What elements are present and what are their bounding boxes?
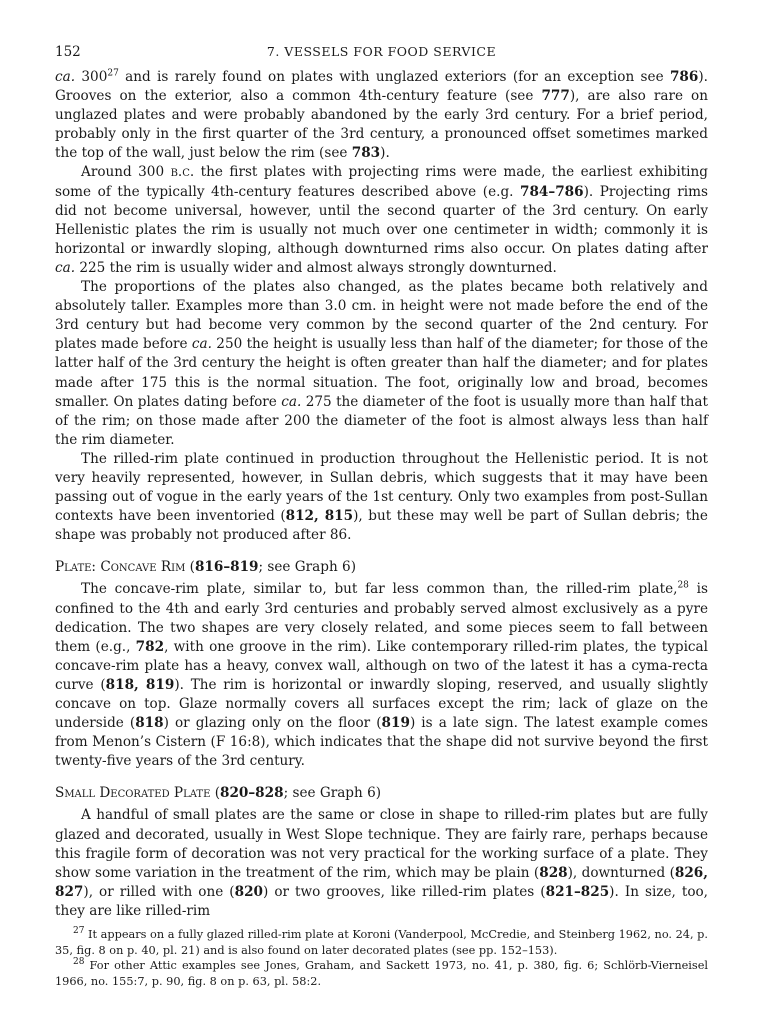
footnotes [55,927,708,989]
text-run: 300 [75,69,108,85]
section-heading [55,558,708,577]
text-run: ). Grooves on the exterior, also a common 4th-century feature (see [55,69,708,105]
text-run: 250 the height is usually less than half of the diameter; for those of the latter half of the 3rd century the height is often greater than half the diameter; and for plates made after 175 this is the normal situation. The foot, originally low and broad, becomes smaller. On plates dating before [55,336,708,410]
text-run: ), are also rare on unglazed plates and were probably abandoned by the early 3rd century. For a brief period, probably only in the first quarter of the 3rd century, a pronounced offset sometimes marked the top of the wall, just below the rim (see [55,88,708,162]
paragraph [55,278,708,450]
catalogue-reference: 783 [351,145,381,162]
text-run: Plate: Concave Rim [55,559,186,576]
catalogue-reference: 828 [539,864,568,881]
text-run: The proportions of the plates also changed, as the plates became both relatively and absolutely taller. Examples more than 3.0 cm. in height were not made before the end of the 3rd century but had become very common by the second quarter of the 2nd century. For plates made before [55,279,708,353]
paragraph [55,580,708,771]
text-run: ) is a late sign. The latest example comes from Menon’s Cistern (F 16:8), which indicates that the shape did not survive beyond the first twenty-five years of the 3rd century. [55,715,709,770]
catalogue-reference: 818, 819 [105,676,175,693]
text-run: b.c. [170,164,195,181]
footnote [55,958,708,989]
text-run: ( [210,785,220,802]
text-run: the first plates with projecting rims were made, the earliest exhibiting some of the typically 4th-century features described above (e.g. [55,164,708,200]
text-run: ) or glazing only on the floor ( [163,715,382,732]
catalogue-reference: 786 [669,69,699,85]
paragraph [55,806,708,921]
catalogue-reference: 782 [135,638,165,655]
text-run: ca. [55,259,76,276]
footnote-marker: 28 [73,957,85,968]
text-run: is confined to the 4th and early 3rd centuries and probably served almost exclusively as a pyre dedication. The two shapes are very closely related, and some pieces seem to fall between them (e.g., [55,581,708,655]
text-run: ) or two grooves, like rilled-rim plates ( [263,883,546,900]
catalogue-reference: 818 [135,715,164,732]
text-run: ca. [55,69,76,85]
paragraph [55,450,708,545]
text-run: ). The rim is horizontal or inwardly sloping, reserved, and usually slightly concave on top. Glaze normally covers all surfaces except the rim; lack of glaze on the underside ( [55,676,708,732]
footnote-marker: 28 [677,580,689,591]
text-run: ), but these may well be part of Sullan debris; the shape was probably not produced after 86. [55,508,708,544]
text-run: ca. [281,393,302,410]
text-run: ). [380,145,390,162]
text-run: Small Decorated Plate [55,785,211,802]
footnote-marker: 27 [73,926,85,937]
footnote-marker: 27 [107,68,119,79]
text-run: ). Projecting rims did not become universal, however, until the second quarter of the 3rd century. On early Hellenistic plates the rim is usually not much over one centimeter in width; commonly it is horizontal or inwardly sloping, although downturned rims also occur. On plates dating after [55,183,708,257]
paragraph [55,68,708,163]
catalogue-reference: 819 [381,715,410,732]
text-run: The rilled-rim plate continued in production throughout the Hellenistic period. It is not very heavily represented, however, in Sullan debris, which suggests that it may have been passing out of vogue in the early years of the 1st century. Only two examples from post-Sullan contexts have been inventoried ( [55,450,708,525]
text-run: 275 the diameter of the foot is usually more than half that of the rim; on those made after 200 the diameter of the foot is almost always less than half the rim diameter. [55,393,708,448]
catalogue-reference: 820–828 [220,785,284,802]
text-run: and is rarely found on plates with unglazed exteriors (for an exception see [118,69,670,85]
text-run: For other Attic examples see Jones, Graham, and Sackett 1973, no. 41, p. 380, fig. 6; Schlörb-Vierneisel 1966, no. 155:7, p. 90, fig. 8 on p. 63, pl. 58:2. [55,959,708,988]
text-run: , with one groove in the rim). Like contemporary rilled-rim plates, the typical concave-rim plate has a heavy, convex wall, although on two of the latest it has a cyma-recta curve ( [55,638,708,693]
text-run: ). In size, too, they are like rilled-rim [55,883,709,919]
text-run: ), downturned ( [567,864,675,881]
catalogue-reference: 816–819 [194,559,259,576]
text-run: ), or rilled with one ( [83,883,235,900]
text-run: The concave-rim plate, similar to, but far less common than, the rilled-rim plate, [81,581,678,598]
page-number: 152 [55,44,81,60]
text-run: A handful of small plates are the same or close in shape to rilled-rim plates but are fully glazed and decorated, usually in West Slope technique. They are fairly rare, perhaps because this fragile form of decoration was not very practical for the working surface of a plate. They show some variation in the treatment of the rim, which may be plain ( [55,807,708,881]
text-run: ( [185,559,195,576]
body-text [55,68,708,921]
catalogue-reference: 826, 827 [55,864,708,900]
footnote [55,927,708,958]
catalogue-reference: 820 [234,883,264,900]
page-header [55,44,708,68]
text-run: ; see Graph 6) [258,559,356,576]
section-heading [55,784,708,803]
catalogue-reference: 784–786 [520,183,584,200]
catalogue-reference: 812, 815 [285,508,354,525]
running-head: 7. VESSELS FOR FOOD SERVICE [266,44,497,59]
paragraph [55,163,708,278]
text-run: ca. [191,336,212,353]
text-run: Around 300 [81,164,171,181]
text-run: ; see Graph 6) [283,785,382,802]
catalogue-reference: 777 [541,88,570,105]
text-run: 225 the rim is usually wider and almost always strongly downturned. [75,259,557,276]
text-run: It appears on a fully glazed rilled-rim plate at Koroni (Vanderpool, McCredie, and Steinberg 1962, no. 24, p. 35, fig. 8 on p. 40, pl. 21) and is also found on later decorated plates (see pp. 152–153). [55,928,708,957]
catalogue-reference: 821–825 [545,883,610,900]
